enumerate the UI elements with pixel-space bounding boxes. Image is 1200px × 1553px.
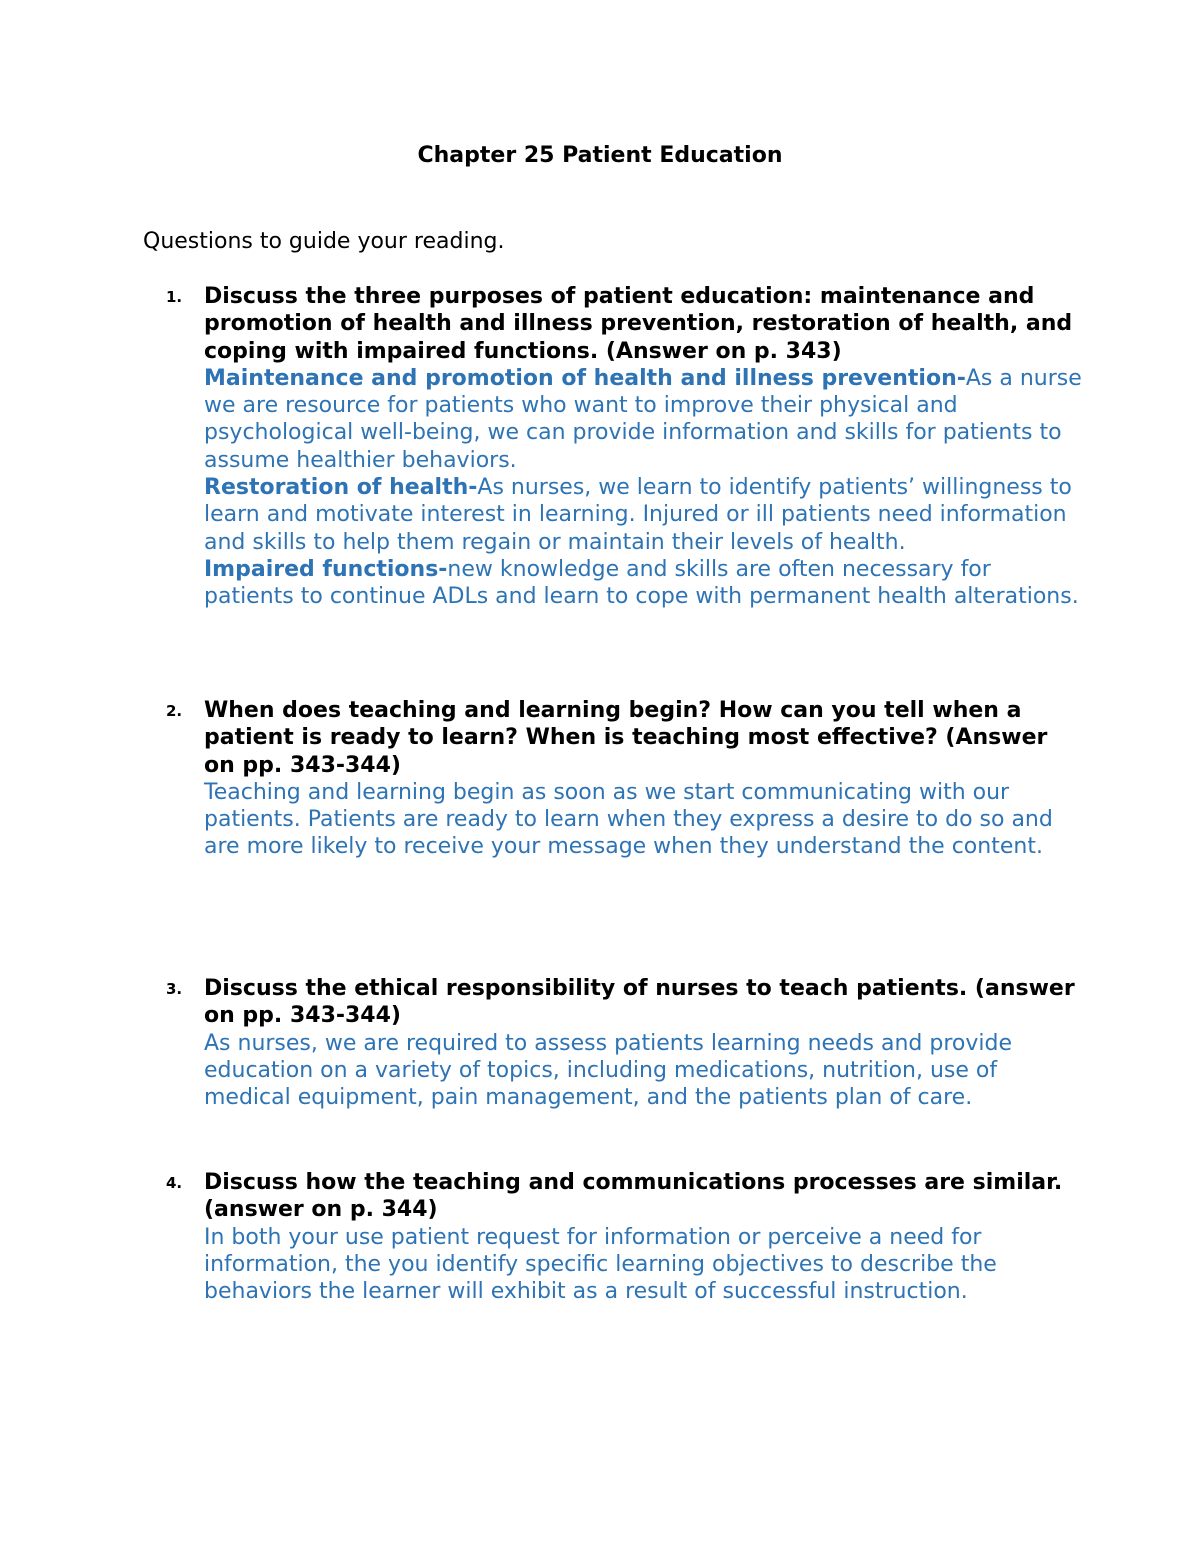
question-number: 4. — [166, 1174, 183, 1192]
answer-term: Maintenance and promotion of health and illness prevention- — [204, 365, 966, 391]
question-body — [204, 697, 1084, 861]
answer-text: As a nurse we are resource for patients who want to improve their physical and psychological well-being, we can provide information and skills for patients to assume healthier behaviors. — [204, 365, 1082, 473]
answer-paragraph — [204, 556, 1084, 611]
question-text: Discuss the ethical responsibility of nurses to teach patients. (answer on pp. 343-344) — [204, 976, 1075, 1029]
question-text: Discuss how the teaching and communications processes are similar. (answer on p. 344) — [204, 1170, 1063, 1223]
question-text: When does teaching and learning begin? How can you tell when a patient is ready to learn? When is teaching most effective? (Answer on pp. 343-344) — [204, 698, 1048, 778]
document-title: Chapter 25 Patient Education — [417, 143, 783, 168]
answer-term: Restoration of health- — [204, 475, 478, 501]
question-number: 3. — [166, 980, 183, 998]
answer-term: Impaired functions- — [204, 556, 448, 582]
answer-paragraph — [204, 365, 1084, 474]
answer-text: In both your use patient request for information or perceive a need for information, the you identify specific learning objectives to describe the behaviors the learner will exhibit as a result of successful instruction. — [204, 1224, 997, 1305]
question-body — [204, 1169, 1084, 1305]
answer-text: As nurses, we learn to identify patients’ willingness to learn and motivate interest in learning. Injured or ill patients need information and skills to help them regain or maintain their levels of health. — [204, 475, 1072, 555]
question-number: 2. — [166, 702, 183, 720]
intro-text: Questions to guide your reading. — [143, 229, 505, 254]
answer-text: new knowledge and skills are often necessary for patients to continue ADLs and learn to cope with permanent health alterations. — [204, 556, 1079, 610]
answer-text: As nurses, we are required to assess patients learning needs and provide education on a variety of topics, including medications, nutrition, use of medical equipment, pain management, and the patients plan of care. — [204, 1030, 1013, 1111]
answer-paragraph — [204, 474, 1084, 556]
question-body — [204, 975, 1084, 1111]
answer-text: Teaching and learning begin as soon as we start communicating with our patients. Patients are ready to learn when they express a desire to do so and are more likely to receive your message when they understand the content. — [204, 779, 1053, 860]
question-text: Discuss the three purposes of patient education: maintenance and promotion of health and illness prevention, restoration of health, and coping with impaired functions. (Answer on p. 343) — [204, 284, 1073, 364]
question-number: 1. — [166, 288, 183, 306]
question-body — [204, 283, 1084, 611]
